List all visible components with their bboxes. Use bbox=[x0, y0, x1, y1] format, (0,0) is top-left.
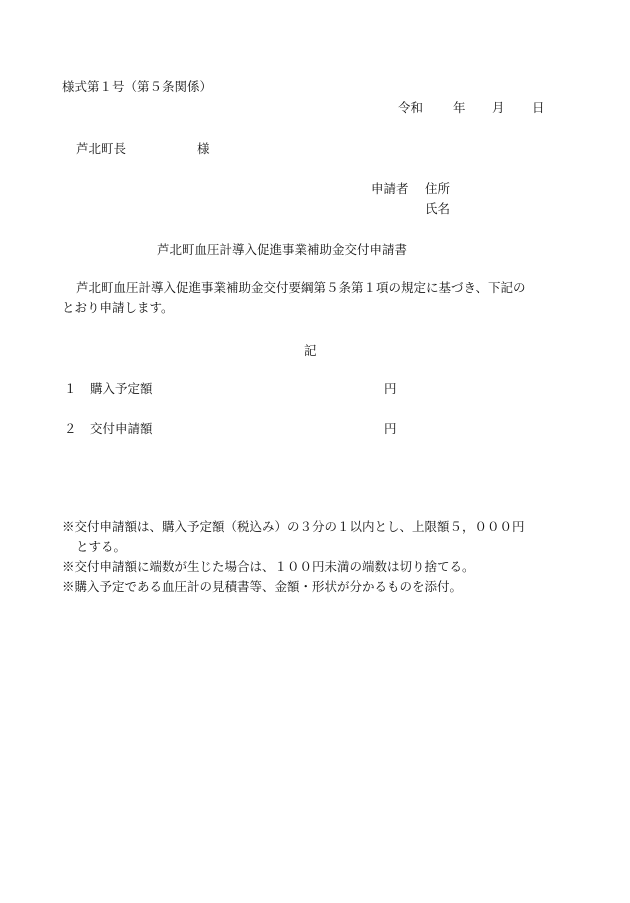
item-unit: 円 bbox=[384, 421, 397, 436]
note-1-line-2: とする。 bbox=[76, 539, 127, 554]
form-number: 様式第１号（第５条関係） bbox=[62, 79, 213, 94]
applicant-address-label: 住所 bbox=[425, 181, 451, 196]
applicant-name-label: 氏名 bbox=[425, 201, 451, 216]
date-day-suffix: 日 bbox=[532, 100, 545, 115]
item-unit: 円 bbox=[384, 381, 397, 396]
date-era: 令和 bbox=[398, 100, 424, 115]
document-title: 芦北町血圧計導入促進事業補助金交付申請書 bbox=[157, 242, 408, 257]
ki-heading: 記 bbox=[304, 343, 317, 358]
item-label: 購入予定額 bbox=[90, 381, 153, 396]
date-year-suffix: 年 bbox=[453, 100, 466, 115]
applicant-label: 申請者 bbox=[371, 181, 409, 196]
date-month-suffix: 月 bbox=[492, 100, 505, 115]
addressee-honorific: 様 bbox=[197, 141, 210, 156]
note-3: ※購入予定である血圧計の見積書等、金額・形状が分かるものを添付。 bbox=[62, 579, 463, 594]
body-text-line-2: とおり申請します。 bbox=[62, 300, 174, 315]
note-1-line-1: ※交付申請額は、購入予定額（税込み）の３分の１以内とし、上限額５，０００円 bbox=[62, 519, 525, 534]
addressee-title: 芦北町長 bbox=[76, 141, 127, 156]
item-label: 交付申請額 bbox=[90, 421, 153, 436]
item-number: ２ bbox=[64, 421, 77, 436]
item-number: １ bbox=[64, 381, 77, 396]
note-2: ※交付申請額に端数が生じた場合は、１００円未満の端数は切り捨てる。 bbox=[62, 559, 475, 574]
body-text-line-1: 芦北町血圧計導入促進事業補助金交付要綱第５条第１項の規定に基づき、下記の bbox=[76, 280, 526, 295]
